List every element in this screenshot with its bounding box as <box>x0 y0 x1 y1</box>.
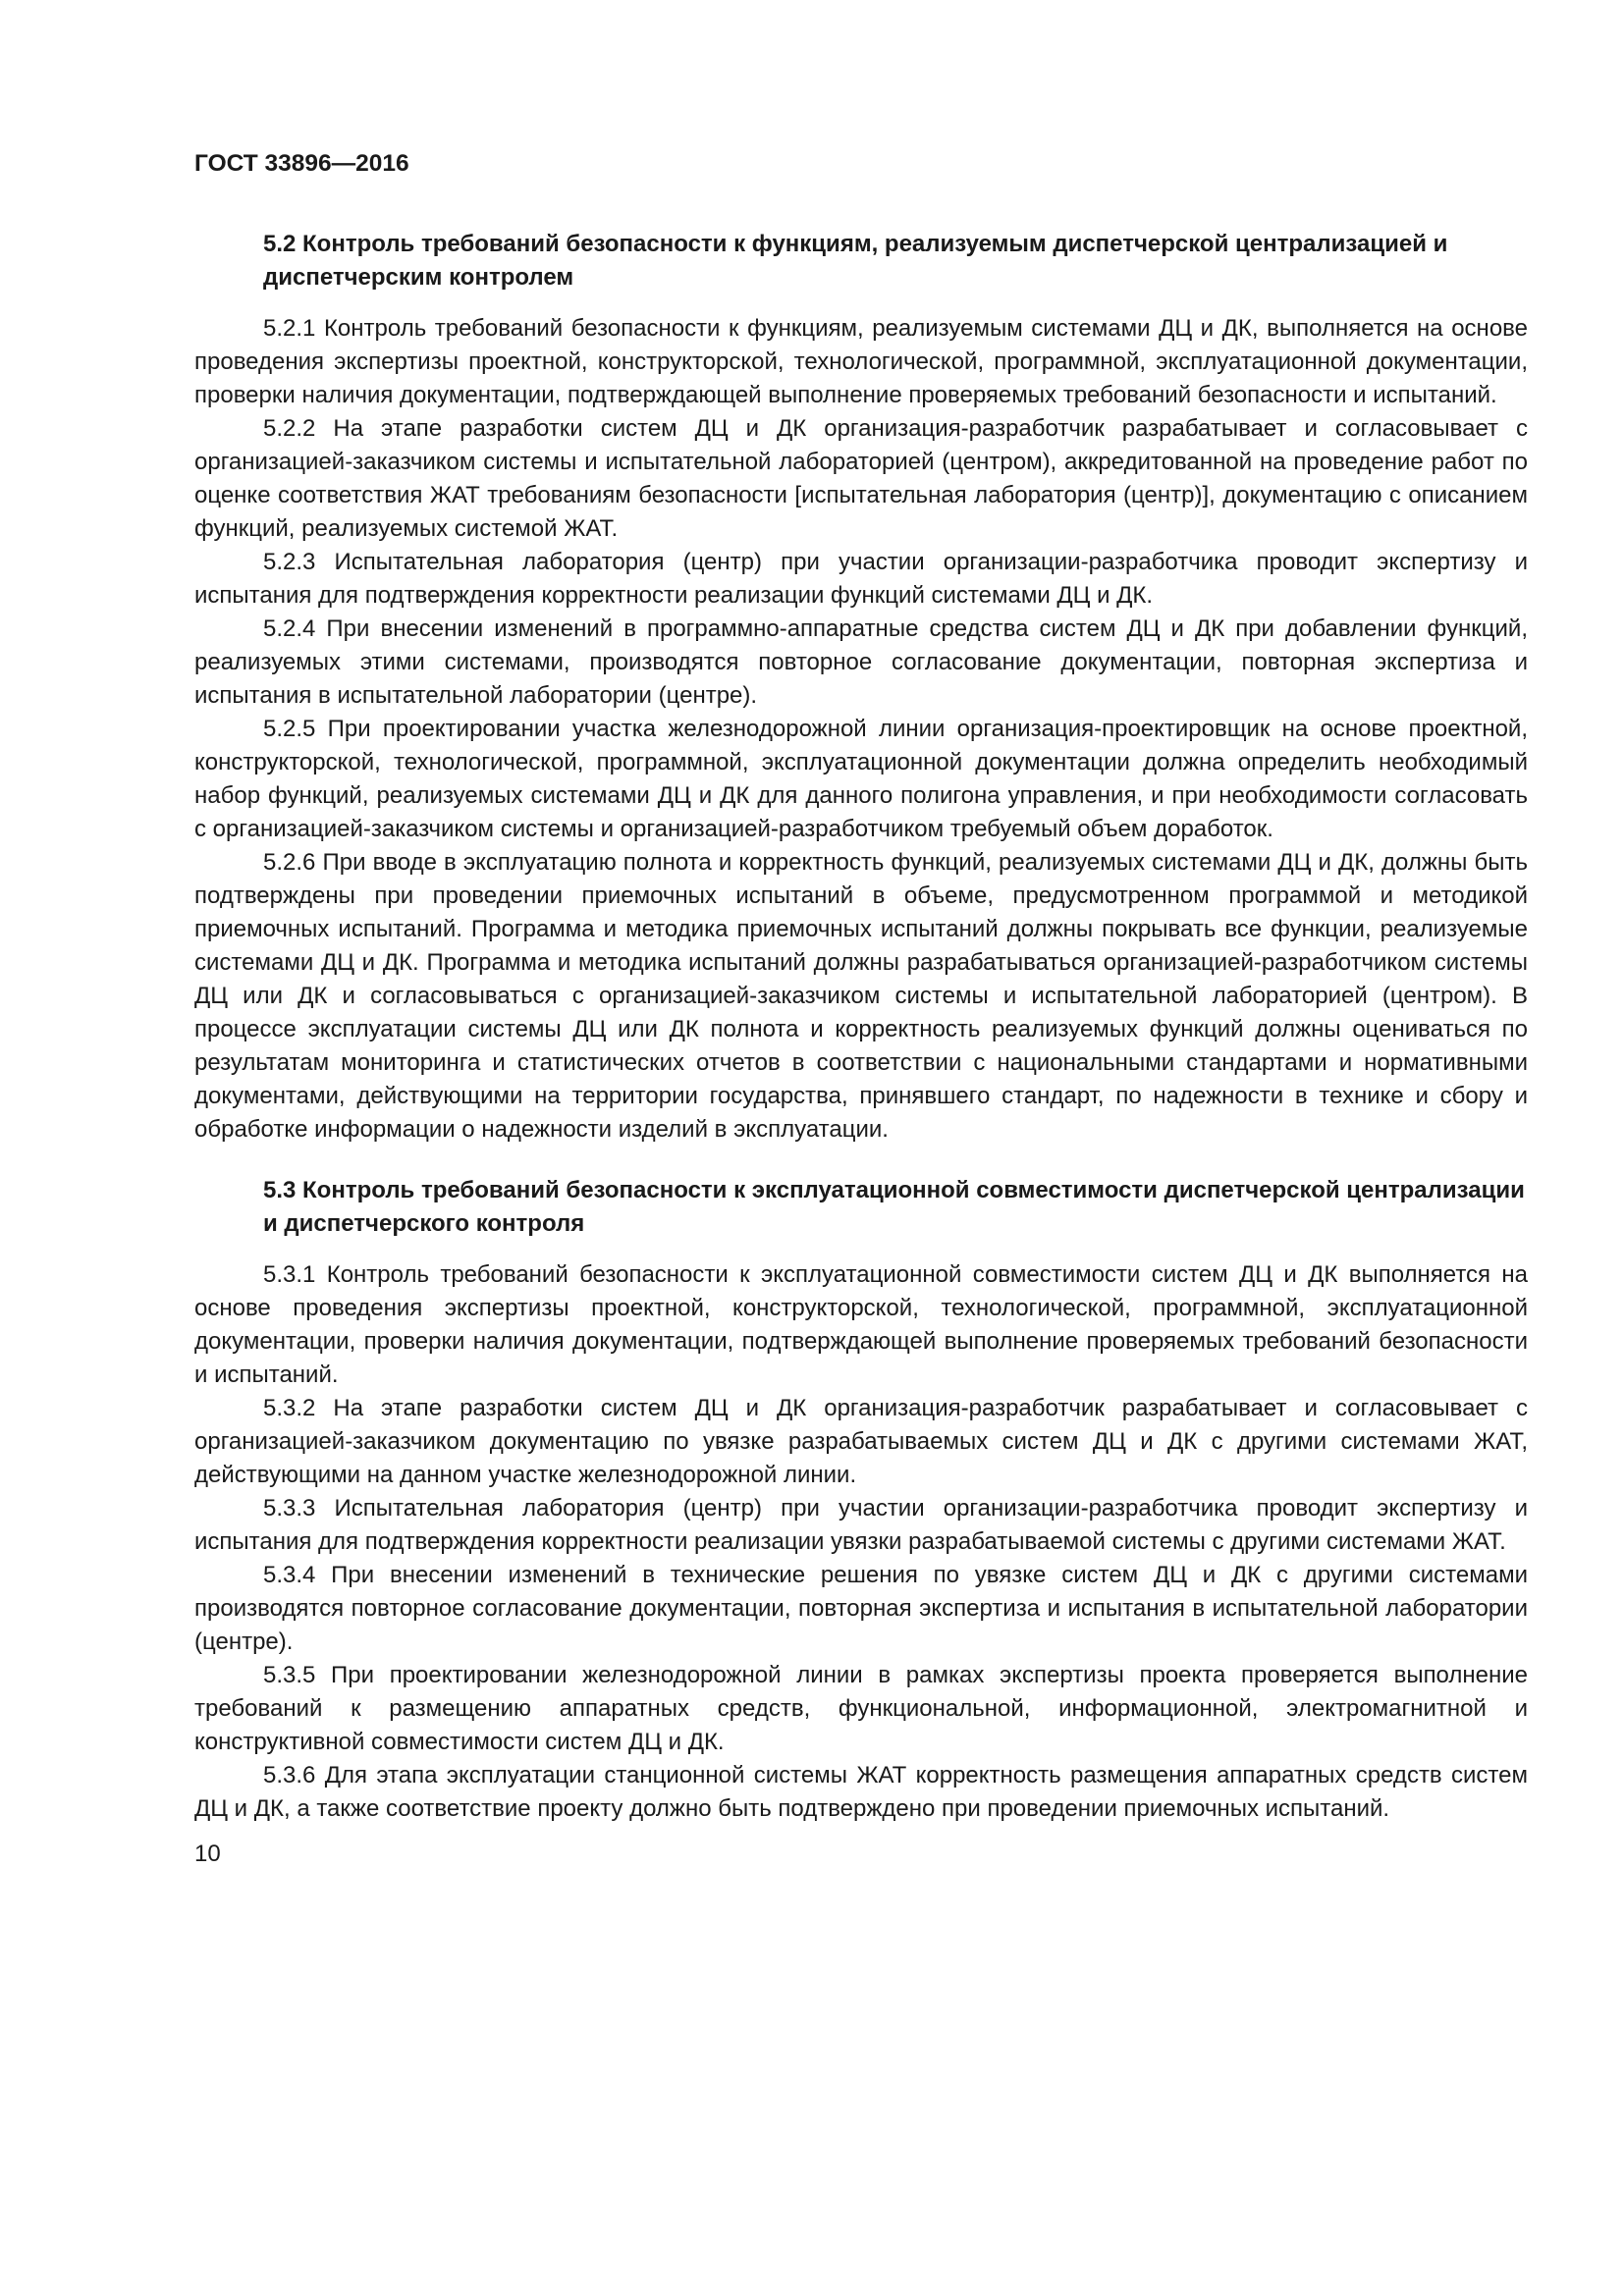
paragraph-5-3-5: 5.3.5 При проектировании железнодорожной линии в рамках экспертизы проекта проверяется выполнение требований к размещению аппаратных средств, функциональной, информационной, электромагнитной и конструктивной совместимости систем ДЦ и ДК. <box>194 1662 1528 1755</box>
paragraph-5-2-2: 5.2.2 На этапе разработки систем ДЦ и ДК организация-разработчик разрабатывает и согласовывает с организацией-заказчиком системы и испытательной лабораторией (центром), аккредитованной на проведение работ по оценке соответствия ЖАТ требованиям безопасности [испытательная лаборатория (центр)], документацию с описанием функций, реализуемых системой ЖАТ. <box>194 415 1528 542</box>
standard-header: ГОСТ 33896—2016 <box>194 150 409 177</box>
paragraph-5-2-5: 5.2.5 При проектировании участка железнодорожной линии организация-проектировщик на основе проектной, конструкторской, технологической, программной, эксплуатационной документации должна определить необходимый набор функций, реализуемых системами ДЦ и ДК для данного полигона управления, и при необходимости согласовать с организацией-заказчиком системы и организацией-разработчиком требуемый объем доработок. <box>194 716 1528 842</box>
document-page <box>194 147 1528 1871</box>
paragraph-5-2-4: 5.2.4 При внесении изменений в программно-аппаратные средства систем ДЦ и ДК при добавлении функций, реализуемых этими системами, производятся повторное согласование документации, повторная экспертиза и испытания в испытательной лаборатории (центре). <box>194 615 1528 709</box>
page-number: 10 <box>194 1841 221 1867</box>
section-5-2 <box>194 228 1528 1147</box>
section-5-3 <box>194 1174 1528 1826</box>
paragraph-5-2-1: 5.2.1 Контроль требований безопасности к функциям, реализуемым системами ДЦ и ДК, выполняется на основе проведения экспертизы проектной, конструкторской, технологической, программной, эксплуатационной документации, проверки наличия документации, подтверждающей выполнение проверяемых требований безопасности и испытаний. <box>194 315 1528 408</box>
section-title: 5.3 Контроль требований безопасности к эксплуатационной совместимости диспетчерской централизации и диспетчерского контроля <box>263 1177 1525 1237</box>
paragraph-5-3-4: 5.3.4 При внесении изменений в технические решения по увязке систем ДЦ и ДК с другими системами производятся повторное согласование документации, повторная экспертиза и испытания в испытательной лаборатории (центре). <box>194 1562 1528 1655</box>
paragraph-5-3-6: 5.3.6 Для этапа эксплуатации станционной системы ЖАТ корректность размещения аппаратных средств систем ДЦ и ДК, а также соответствие проекту должно быть подтверждено при проведении приемочных испытаний. <box>194 1762 1528 1822</box>
paragraph-5-3-2: 5.3.2 На этапе разработки систем ДЦ и ДК организация-разработчик разрабатывает и согласовывает с организацией-заказчиком документацию по увязке разрабатываемых систем ДЦ и ДК с другими системами ЖАТ, действующими на данном участке железнодорожной линии. <box>194 1395 1528 1488</box>
paragraph-5-3-1: 5.3.1 Контроль требований безопасности к эксплуатационной совместимости систем ДЦ и ДК выполняется на основе проведения экспертизы проектной, конструкторской, технологической, программной, эксплуатационной документации, проверки наличия документации, подтверждающей выполнение проверяемых требований безопасности и испытаний. <box>194 1261 1528 1388</box>
paragraph-5-2-3: 5.2.3 Испытательная лаборатория (центр) при участии организации-разработчика проводит экспертизу и испытания для подтверждения корректности реализации функций системами ДЦ и ДК. <box>194 549 1528 609</box>
paragraph-5-3-3: 5.3.3 Испытательная лаборатория (центр) при участии организации-разработчика проводит экспертизу и испытания для подтверждения корректности реализации увязки разрабатываемой системы с другими системами ЖАТ. <box>194 1495 1528 1555</box>
paragraph-5-2-6: 5.2.6 При вводе в эксплуатацию полнота и корректность функций, реализуемых системами ДЦ и ДК, должны быть подтверждены при проведении приемочных испытаний в объеме, предусмотренном программой и методикой приемочных испытаний. Программа и методика приемочных испытаний должны покрывать все функции, реализуемые системами ДЦ и ДК. Программа и методика испытаний должны разрабатываться организацией-разработчиком системы ДЦ или ДК и согласовываться с организацией-заказчиком системы и испытательной лабораторией (центром). В процессе эксплуатации системы ДЦ или ДК полнота и корректность реализуемых функций должны оцениваться по результатам мониторинга и статистических отчетов в соответствии с национальными стандартами и нормативными документами, действующими на территории государства, принявшего стандарт, по надежности в технике и сбору и обработке информации о надежности изделий в эксплуатации. <box>194 849 1528 1143</box>
section-title: 5.2 Контроль требований безопасности к функциям, реализуемым диспетчерской централизацией и диспетчерским контролем <box>263 231 1448 291</box>
